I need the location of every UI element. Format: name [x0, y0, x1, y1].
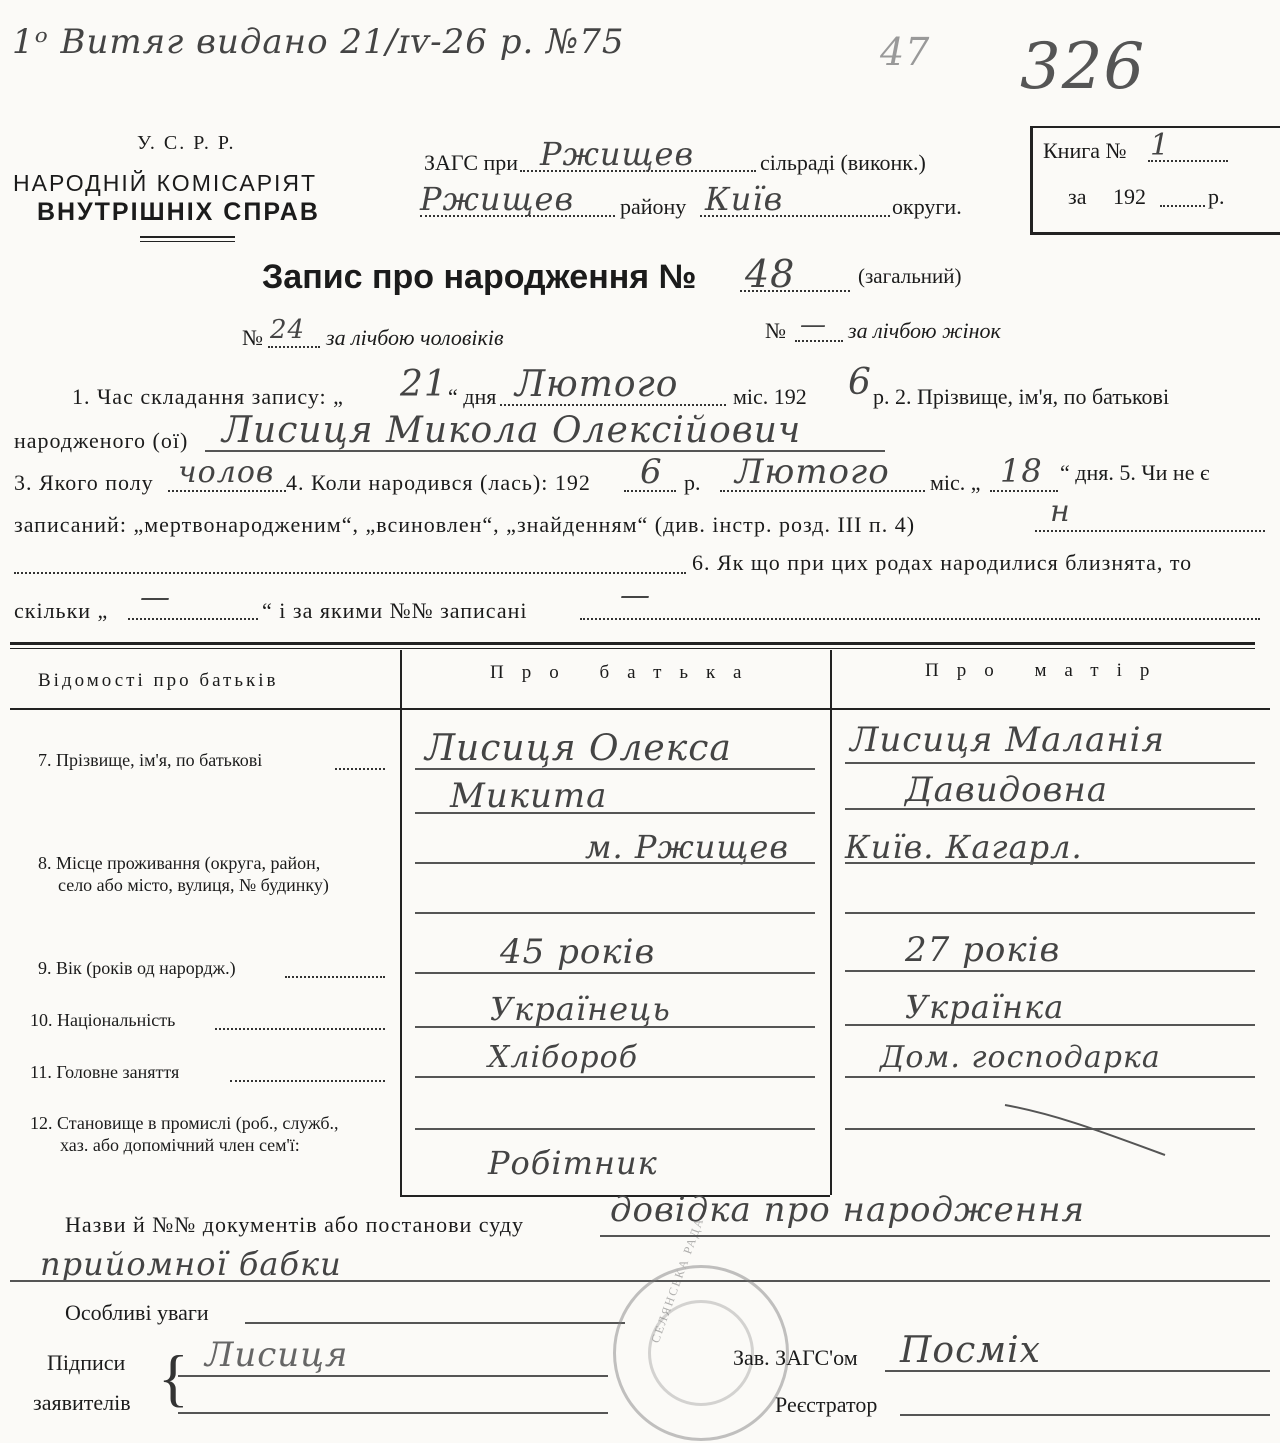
- book-number-dots: [1148, 160, 1228, 162]
- applicant-signature-hw: Лисиця: [205, 1335, 349, 1375]
- birth-day-hw: 18: [1000, 452, 1043, 490]
- line1-b: “ дня: [448, 384, 497, 409]
- notes-line: [245, 1322, 625, 1324]
- mother-position-strike: [1000, 1095, 1170, 1165]
- sex-dots: [168, 490, 286, 492]
- line1-a: 1. Час складання запису: „: [72, 384, 344, 409]
- book-number-hw: 1: [1150, 128, 1171, 163]
- village-hw: Ржищев: [540, 135, 695, 173]
- republic-label: У. С. Р. Р.: [137, 132, 236, 154]
- men-count-hw: 24: [270, 315, 306, 345]
- docs-hw2: прийомної бабки: [40, 1245, 342, 1283]
- line3-e: “ дня. 5. Чи не є: [1060, 460, 1210, 485]
- table-header-mother: Про матір: [925, 660, 1168, 681]
- father-name2-line: [415, 812, 815, 814]
- line4-hw: н: [1050, 494, 1071, 529]
- table-header-border: [10, 708, 1270, 710]
- line4-dots: [1035, 530, 1265, 532]
- table-col-divider-1: [400, 650, 402, 1195]
- docs-label: Назви й №№ документів або постанови суду: [65, 1212, 525, 1237]
- mother-age-line: [845, 970, 1255, 972]
- father-nationality-hw: Українець: [490, 990, 671, 1028]
- record-number-hw: 48: [745, 252, 796, 296]
- mother-name-line: [845, 762, 1255, 764]
- applicant-line1: [178, 1375, 608, 1377]
- book-year-dots: [1160, 205, 1205, 207]
- line1-d: р. 2. Прізвище, ім'я, по батькові: [873, 384, 1170, 409]
- row10-label-dots: [215, 1028, 385, 1030]
- father-residence-line: [415, 862, 815, 864]
- applicants-label: заявителів: [33, 1390, 131, 1415]
- line3-c: р.: [684, 470, 701, 495]
- row12-label: 12. Становище в промислі (роб., служб.,: [30, 1113, 339, 1133]
- zags-prefix: ЗАГС при: [424, 150, 519, 175]
- father-age-line: [415, 972, 815, 974]
- father-occupation-line: [415, 1076, 815, 1078]
- header-underline-2: [140, 241, 235, 242]
- row9-label: 9. Вік (років од нарордж.): [38, 958, 236, 978]
- women-count-dots: [795, 340, 843, 342]
- twins-count-dots: [128, 618, 258, 620]
- docs-hw: довідка про народження: [610, 1190, 1086, 1230]
- line4-a: записаний: „мертвонародженим“, „всиновлен“, „знайденням“ (див. інстр. розд. III п. 4): [14, 512, 916, 537]
- signatures-label: Підписи: [47, 1350, 126, 1375]
- father-residence-line2: [415, 912, 815, 914]
- village-suffix: сільраді (виконк.): [760, 150, 926, 175]
- men-count-dots: [268, 346, 320, 348]
- row7-label: 7. Прізвище, ім'я, по батькові: [38, 750, 263, 770]
- district-label: району: [620, 194, 687, 219]
- district-dots: [420, 215, 615, 217]
- father-age-hw: 45 років: [500, 932, 656, 972]
- mother-name2-hw: Давидовна: [905, 770, 1109, 810]
- mother-residence-hw: Київ. Кагарл.: [845, 828, 1083, 866]
- row12-label2: хаз. або допомічний член сем'ї:: [60, 1135, 300, 1155]
- line3-b: 4. Коли народився (лась): 192: [286, 470, 591, 495]
- mother-name-hw: Лисиця Маланія: [850, 720, 1166, 760]
- record-title-suffix: (загальний): [858, 264, 962, 288]
- table-header-father: Про батька: [490, 662, 760, 683]
- father-name2-hw: Микита: [450, 776, 608, 816]
- book-year-label: за: [1068, 184, 1087, 209]
- line5-a: 6. Як що при цих родах народилися близнята, то: [692, 550, 1193, 575]
- birth-day-dots: [990, 490, 1058, 492]
- mother-residence-line2: [845, 912, 1255, 914]
- head-signature-hw: Посміх: [900, 1330, 1041, 1371]
- father-position-line: [415, 1128, 815, 1130]
- twins-count-hw: —: [140, 580, 171, 615]
- okrug-hw: Київ: [705, 180, 784, 218]
- row8-label: 8. Місце проживання (округа, район,: [38, 853, 321, 873]
- birth-year-dots: [624, 490, 676, 492]
- corner-number-b: 326: [1020, 30, 1146, 104]
- twins-numbers-dots: [580, 618, 1260, 620]
- line1-day-hw: 21: [400, 364, 448, 405]
- notes-label: Особливі уваги: [65, 1300, 209, 1325]
- okrug-label: округи.: [892, 194, 962, 219]
- table-top-border-thin: [10, 648, 1255, 649]
- registrar-label: Реєстратор: [775, 1392, 878, 1417]
- ministry-line2: ВНУТРІШНІХ СПРАВ: [37, 198, 320, 226]
- mother-occupation-hw: Дом. господарка: [880, 1040, 1161, 1075]
- father-nationality-line: [415, 1026, 815, 1028]
- mother-occupation-line: [845, 1076, 1255, 1078]
- mother-age-hw: 27 років: [905, 930, 1061, 970]
- father-occupation-hw: Хлібороб: [488, 1040, 639, 1075]
- birth-year-hw: 6: [640, 452, 663, 492]
- birth-month-dots: [720, 490, 925, 492]
- head-signature-line: [885, 1370, 1270, 1372]
- book-year-value: 192: [1113, 184, 1146, 209]
- book-year-suffix: р.: [1208, 184, 1225, 209]
- table-header-info: Відомості про батьків: [38, 670, 279, 691]
- signature-brace: {: [158, 1342, 189, 1413]
- twins-numbers-hw: —: [620, 578, 651, 613]
- book-label: Книга №: [1043, 138, 1127, 163]
- table-col-divider-2: [830, 650, 832, 1195]
- line3-a: 3. Якого полу: [14, 470, 154, 495]
- mother-name2-line: [845, 808, 1255, 810]
- row11-label: 11. Головне заняття: [30, 1062, 180, 1082]
- line2-a: народженого (ої): [14, 428, 189, 453]
- record-number-dots: [740, 290, 850, 292]
- row10-label: 10. Національність: [30, 1010, 176, 1030]
- applicant-line2: [178, 1412, 608, 1414]
- head-label: Зав. ЗАГС'ом: [733, 1345, 858, 1370]
- men-label: за лічбою чоловіків: [326, 325, 504, 350]
- mother-residence-line: [845, 862, 1255, 864]
- line6-a: скільки „: [14, 598, 109, 623]
- father-name-line: [415, 768, 815, 770]
- line5-dots: [14, 572, 686, 574]
- birth-month-hw: Лютого: [735, 452, 890, 492]
- line1-c: міс. 192: [733, 384, 807, 409]
- line1-month-hw: Лютого: [515, 364, 679, 405]
- line1-year-hw: 6: [848, 362, 872, 403]
- row8-label2: село або місто, вулиця, № будинку): [58, 875, 329, 895]
- table-top-border: [10, 642, 1255, 645]
- docs-line2: [10, 1280, 1270, 1282]
- stamp-text: СЕЛЯНСЬКА РАДА: [648, 1214, 707, 1345]
- father-position-hw: Робітник: [488, 1144, 658, 1182]
- row11-label-dots: [230, 1080, 385, 1082]
- ministry-line1: НАРОДНІЙ КОМІСАРІЯТ: [13, 170, 318, 196]
- corner-number-a: 47: [880, 30, 931, 74]
- newborn-name-hw: Лисиця Микола Олексійович: [222, 410, 802, 451]
- father-residence-hw: м. Ржищев: [585, 828, 789, 866]
- row7-label-dots: [335, 768, 385, 770]
- registrar-line: [900, 1414, 1270, 1416]
- district-hw: Ржищев: [420, 180, 575, 218]
- sex-hw: чолов: [178, 455, 275, 490]
- village-dots: [520, 170, 756, 172]
- line3-d: міс. „: [930, 470, 981, 495]
- mother-nationality-hw: Українка: [905, 988, 1065, 1026]
- line6-b: “ і за якими №№ записані: [262, 598, 528, 623]
- row9-label-dots: [285, 976, 385, 978]
- women-count-hw: —: [800, 310, 827, 340]
- top-handwritten-note: 1ᵒ Витяг видано 21/ɪᴠ-26 р. №75: [12, 22, 625, 62]
- okrug-dots: [700, 215, 890, 217]
- header-underline-1: [140, 236, 235, 238]
- father-name-hw: Лисиця Олекса: [425, 728, 732, 769]
- mother-nationality-line: [845, 1024, 1255, 1026]
- line1-month-dots: [500, 404, 726, 406]
- record-title: Запис про народження №: [262, 258, 697, 296]
- men-prefix: №: [242, 325, 263, 350]
- women-label: за лічбою жінок: [848, 318, 1001, 343]
- women-prefix: №: [765, 318, 786, 343]
